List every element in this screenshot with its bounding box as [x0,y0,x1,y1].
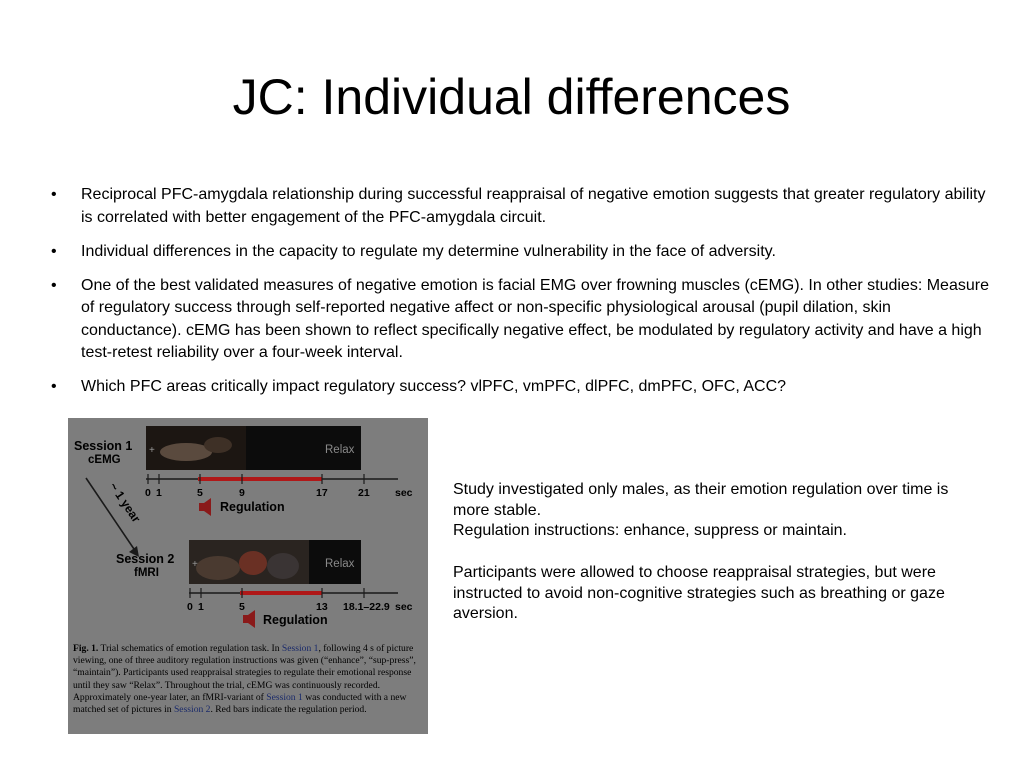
session1-tick-label: 1 [156,487,162,499]
session2-unit-label: sec [395,601,413,613]
session2-subtitle: fMRI [134,567,159,579]
session1-picture-detail [204,437,232,453]
session2-title: Session 2 [116,552,175,566]
caption-text: , following 4 s of picture viewing, one of three auditory regulation instructions was given (“enhance”, “sup-press”, “maintain”). Participants used reappraisal strategies to regulate their emotional response until they saw “Relax”. Throughout the trial, cEMG was continuously recorded. Approximately one-year later, an fMRI-variant of [73,643,416,703]
bullet-marker: • [51,276,57,294]
session2-tick-label: 5 [239,601,245,613]
session2-fixation-cross: + [192,559,198,570]
session2-tick-label: 1 [198,601,204,613]
session1-tick-label: 9 [239,487,245,499]
bullet-item [50,275,995,365]
study-note: Regulation instructions: enhance, suppress or maintain. [453,522,847,540]
session1-tick-label: 21 [358,487,370,499]
session1-relax-label: Relax [325,444,355,456]
bullet-text: Reciprocal PFC-amygdala relationship during successful reappraisal of negative emotion suggests that greater regulatory ability is correlated with better engagement of the PFC-amygdala circuit. [81,186,986,226]
trial-schematic-figure [68,418,428,734]
caption-session-link: Session 2 [173,704,211,716]
bullet-text: One of the best validated measures of negative emotion is facial EMG over frowning muscles (cEMG). In other studies: Measure of regulatory success through self-reported negative affect or non-specific physiological arousal (pupil dilation, skin conductance). cEMG has been shown to reflect specifically negative effect, be modulated by regulatory activity and have a high test-retest reliability over a four-week interval. [81,276,989,361]
caption-text: Trial schematics of emotion regulation task. In [98,643,282,654]
caption-session-link: Session 1 [266,691,303,703]
session1-tick-label: 0 [145,487,151,499]
study-notes [453,480,983,625]
trial-schematic-diagram [68,418,428,643]
session2-tick-label: 18.1–22.9 [343,601,390,613]
session2-picture-detail [239,551,267,575]
bullet-text: Individual differences in the capacity to regulate my determine vulnerability in the face of adversity. [81,242,776,260]
session2-regulation-label: Regulation [263,613,328,627]
session1-tick-label: 5 [197,487,203,499]
caption-label: Fig. 1. [73,643,99,654]
bullet-text: Which PFC areas critically impact regulatory success? vlPFC, vmPFC, dlPFC, dmPFC, OFC, ACC? [81,378,787,395]
session2-tick-label: 0 [187,601,193,613]
session2-picture-detail [267,553,299,579]
paragraph-spacer [453,542,983,563]
bullet-list [50,184,995,410]
session1-regulation-bar [198,477,322,481]
speaker-icon [199,498,211,516]
session1-subtitle: cEMG [88,454,121,466]
session2-regulation-bar [240,591,322,595]
bullet-item [50,376,995,399]
caption-text: was conducted with a new matched set of pictures in [73,691,407,716]
bullet-marker: • [51,378,57,395]
session1-unit-label: sec [395,487,413,499]
session1-fixation-cross: + [149,445,155,456]
bullet-marker: • [51,242,57,260]
study-note: Study investigated only males, as their emotion regulation over time is more stable. [453,481,949,519]
caption-text: . Red bars indicate the regulation period. [210,704,367,716]
session2-picture-detail [196,556,240,580]
bullet-item [50,184,995,229]
session2-tick-label: 13 [316,601,328,613]
study-note: Participants were allowed to choose reappraisal strategies, but were instructed to avoid non-cognitive strategies such as breathing or gaze aversion. [453,563,945,623]
slide-title: JC: Individual differences [232,69,791,125]
session1-tick-label: 17 [316,487,328,499]
session1-title: Session 1 [74,439,133,453]
figure-caption [73,643,423,716]
interval-label: ~ 1 year [106,479,144,526]
bullet-item [50,241,995,264]
bullet-marker: • [51,186,57,203]
caption-session-link: Session 1 [281,643,319,654]
session1-regulation-label: Regulation [220,500,285,514]
session2-relax-label: Relax [325,558,355,570]
